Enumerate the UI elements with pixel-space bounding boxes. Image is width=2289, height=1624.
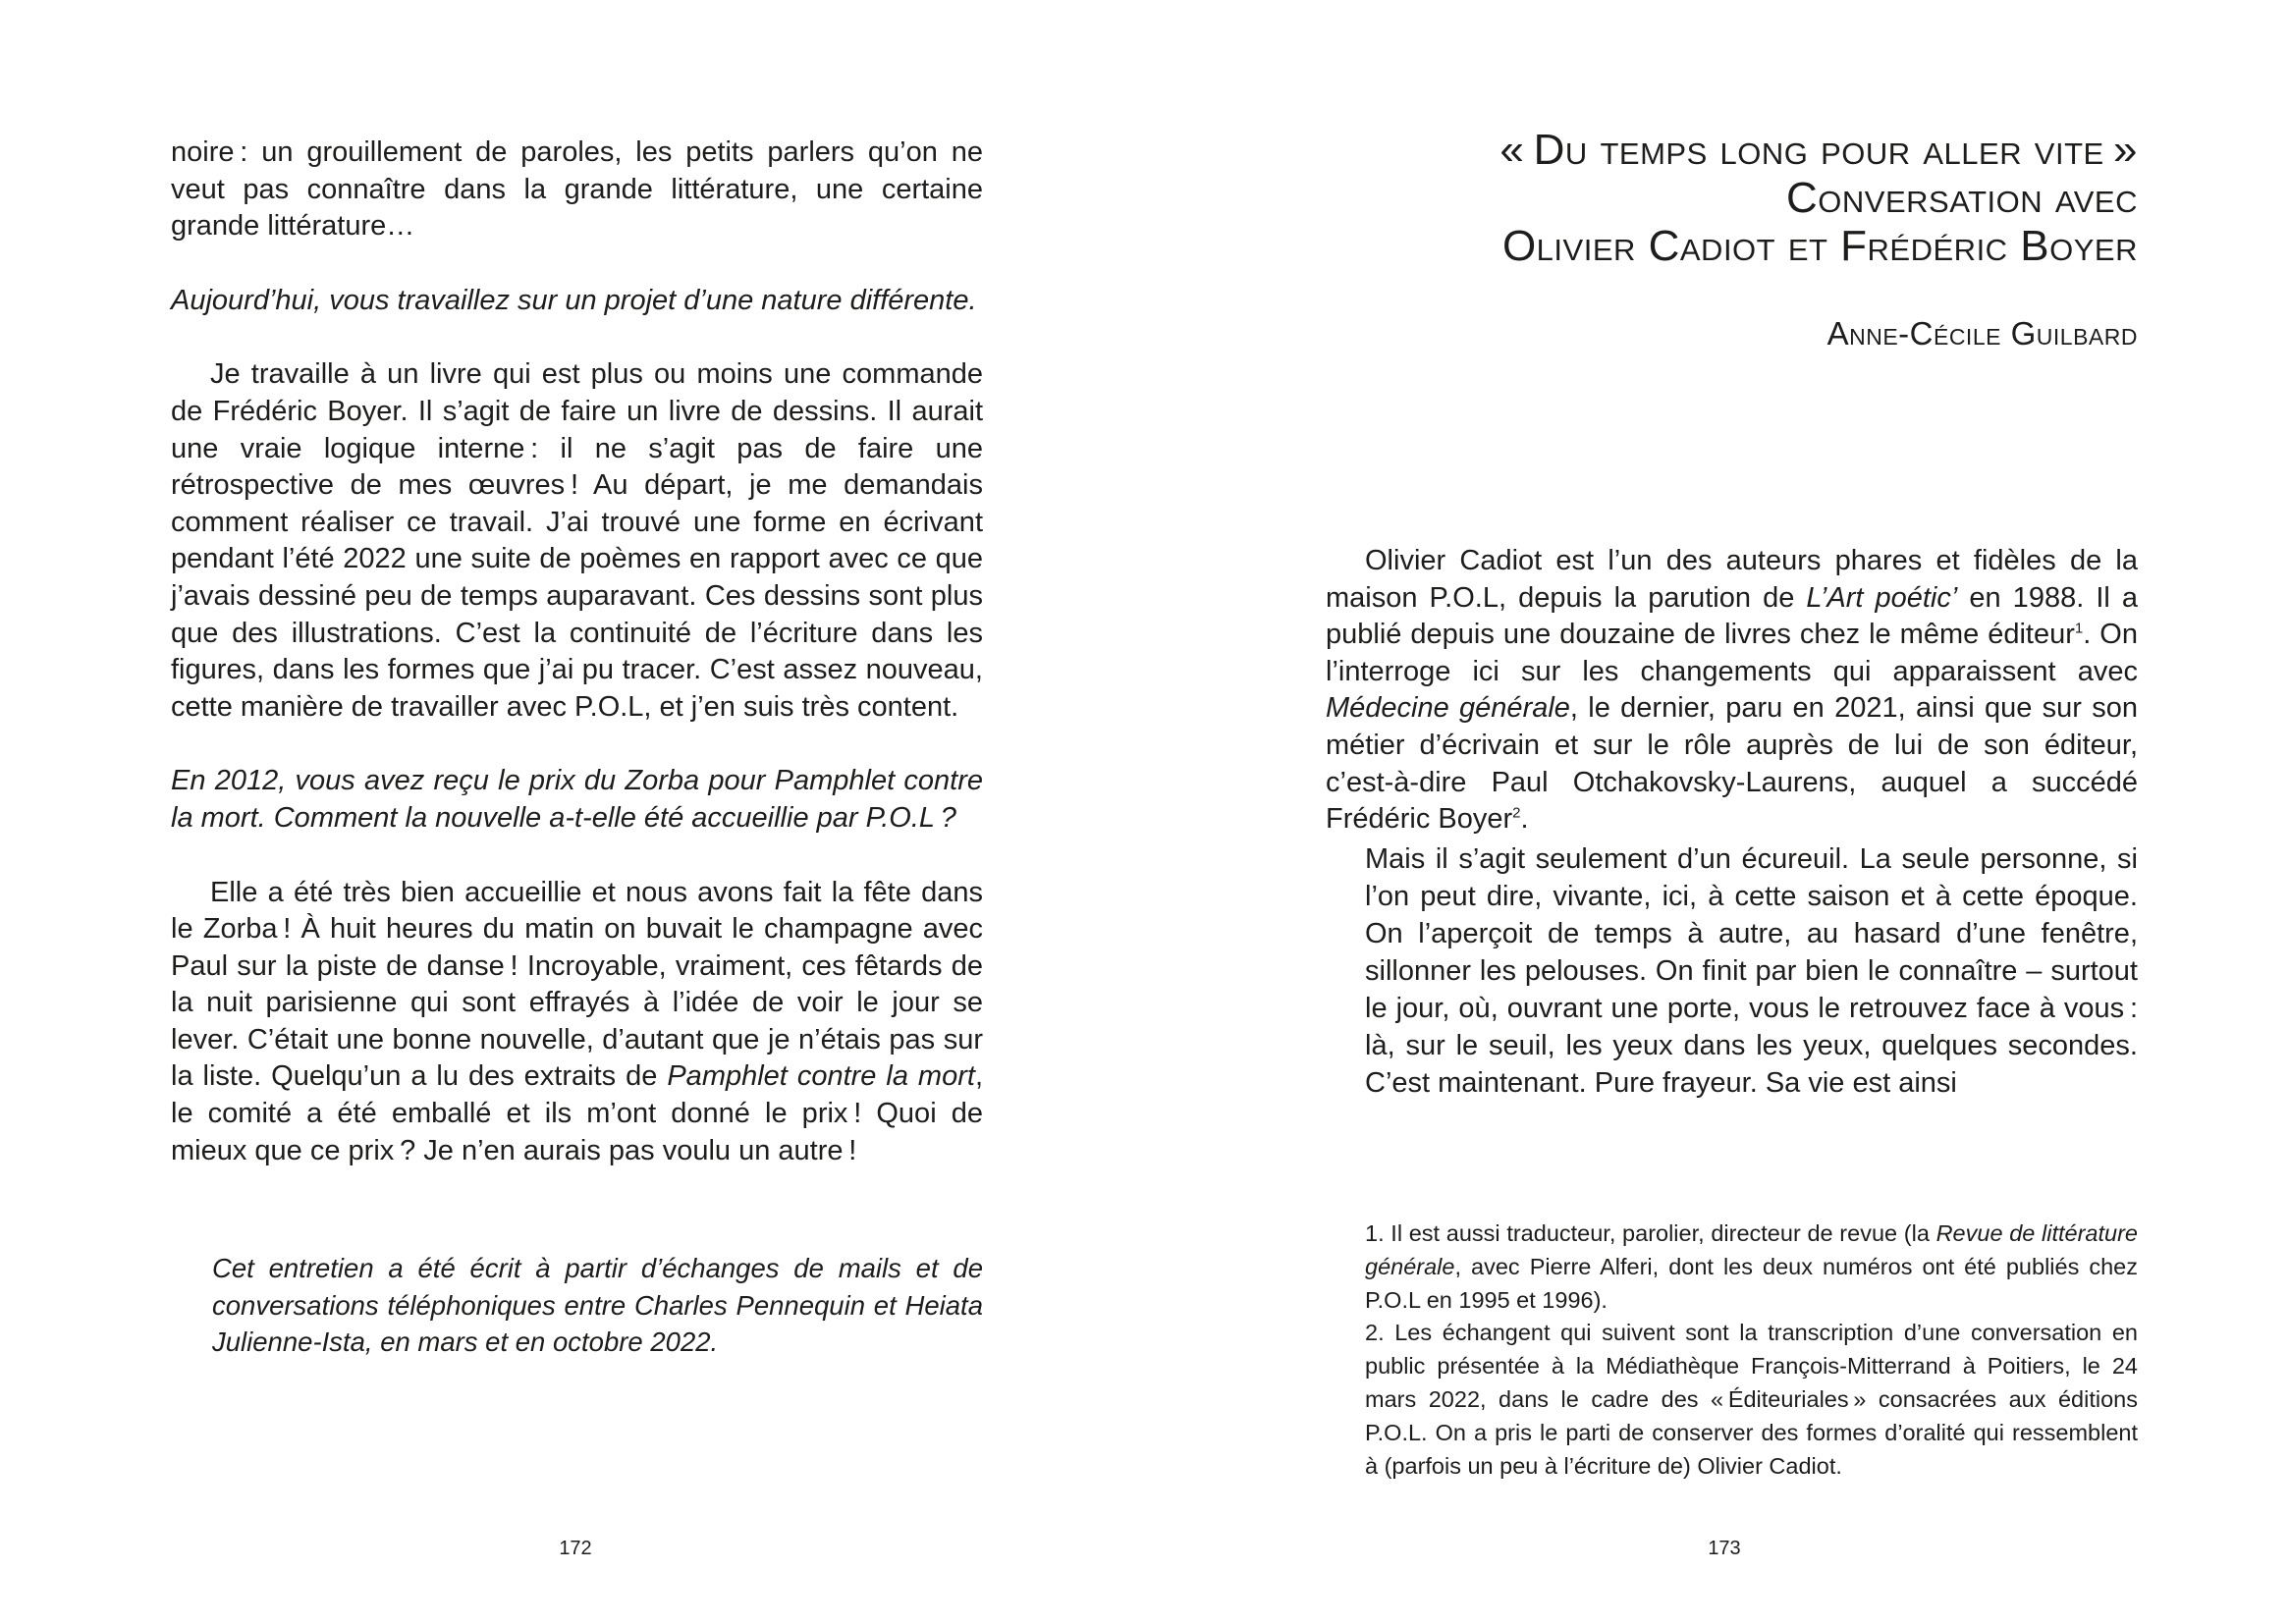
footnotes (1365, 1218, 2138, 1483)
footnote-2: 2. Les échangent qui suivent sont la transcription d’une conversation en public présentée à la Médiathèque François-Mitterrand à Poitiers, le 24 mars 2022, dans le cadre des « Éditeuriales » consacrées aux éditions P.O.L. On a pris le parti de conserver des formes d’oralité qui ressemblent à (parfois un peu à l’écriture de) Olivier Cadiot. (1365, 1320, 2138, 1479)
answer-text: , le comité a été emballé et ils m’ont donné le prix ! Quoi de mieux que ce prix ? Je n’en aurais pas voulu un autre ! (171, 1060, 983, 1166)
interview-answer (171, 875, 983, 1170)
page-number: 173 (1708, 1538, 1741, 1559)
right-page (1145, 0, 2289, 1624)
title-line: Conversation avec (1786, 174, 2138, 222)
quote-text: Mais il s’agit seulement d’un écureuil. La seule personne, si l’on peut dire, vivante, ici, à cette saison et à cette époque. On l’aperçoit de temps à autre, au hasard d’une fenêtre, sillonner les pelouses. On finit par bien le connaître – surtout le jour, où, ouvrant une porte, vous le retrouvez face à vous : là, sur le seuil, les yeux dans les yeux, quelques secondes. C’est maintenant. Pure frayeur. Sa vie est ainsi (1365, 843, 2138, 1099)
block-quote (1365, 840, 2138, 1102)
footnote-ref: 2 (1512, 804, 1521, 822)
paragraph-continuation: noire : un grouillement de paroles, les petits parlers qu’on ne veut pas connaître dans la grande littérature, une certaine grande littérature… (171, 136, 983, 243)
intro-text: . (1520, 803, 1529, 836)
left-page (0, 0, 1144, 1624)
article-title (1326, 126, 2138, 270)
left-text-column (171, 135, 983, 1361)
title-line: « Du temps long pour aller vite » (1499, 126, 2138, 174)
footnote-text: 1. Il est aussi traducteur, parolier, directeur de revue (la (1365, 1220, 1936, 1246)
footnote-1 (1365, 1218, 2138, 1317)
intro-text: . On l’interroge ici sur les changements qui apparaissent avec (1326, 619, 2138, 687)
intro-paragraph-block (1326, 543, 2138, 839)
interview-question: En 2012, vous avez reçu le prix du Zorba pour Pamphlet contre la mort. Comment la nouvelle a-t-elle été accueillie par P.O.L ? (171, 765, 983, 834)
article-author: Anne-Cécile Guilbard (1826, 315, 2138, 352)
book-title: L’Art poétic’ (1806, 581, 1958, 614)
footnote-ref: 1 (2074, 620, 2084, 637)
interview-question: Aujourd’hui, vous travaillez sur un projet d’une nature différente. (171, 284, 977, 316)
interview-answer: Je travaille à un livre qui est plus ou moins une commande de Frédéric Boyer. Il s’agit de faire un livre de dessins. Il aurait une vraie logique interne : il ne s’agit pas de faire une rétrospective de mes œuvres ! Au départ, je me demandais comment réaliser ce travail. J’ai trouvé une forme en écrivant pendant l’été 2022 une suite de poèmes en rapport avec ce que j’avais dessiné peu de temps auparavant. Ces dessins sont plus que des illustrations. C’est la continuité de l’écriture dans les figures, dans les formes que j’ai pu tracer. C’est assez nouveau, cette manière de travailler avec P.O.L, et j’en suis très content. (171, 358, 983, 723)
intro-text: Olivier Cadiot est l’un des auteurs phares et fidèles de la maison P.O.L, depuis la parution de (1326, 545, 2138, 614)
journal-title: Revue de littérature générale (1365, 1220, 2138, 1279)
title-line: Olivier Cadiot et Frédéric Boyer (1501, 222, 2138, 270)
interview-credit: Cet entretien a été écrit à partir d’échanges de mails et de conversations téléphoniques entre Charles Pennequin et Heiata Julienne-Ista, en mars et en octobre 2022. (212, 1253, 983, 1358)
book-title: Médecine générale (1326, 692, 1570, 725)
intro-text: , le dernier, paru en 2021, ainsi que sur son métier d’écrivain et sur le rôle auprès de lui de son éditeur, c’est-à-dire Paul Otchakovsky-Laurens, auquel a succédé Frédéric Boyer (1326, 692, 2138, 836)
answer-text: Elle a été très bien accueillie et nous avons fait la fête dans le Zorba ! À huit heures du matin on buvait le champagne avec Paul sur la piste de danse ! Incroyable, vraiment, ces fêtards de la nuit parisienne qui sont effrayés à l’idée de voir le jour se lever. C’était une bonne nouvelle, d’autant que je n’étais pas sur la liste. Quelqu’un a lu des extraits de (171, 876, 983, 1093)
intro-paragraph (1326, 543, 2138, 839)
book-title: Pamphlet contre la mort (667, 1060, 975, 1093)
page-number: 172 (559, 1538, 592, 1559)
intro-text: en 1988. Il a publié depuis une douzaine de livres chez le même éditeur (1326, 581, 2139, 651)
footnote-text: , avec Pierre Alferi, dont les deux numéros ont été publiés chez P.O.L en 1995 et 1996). (1365, 1253, 2138, 1313)
